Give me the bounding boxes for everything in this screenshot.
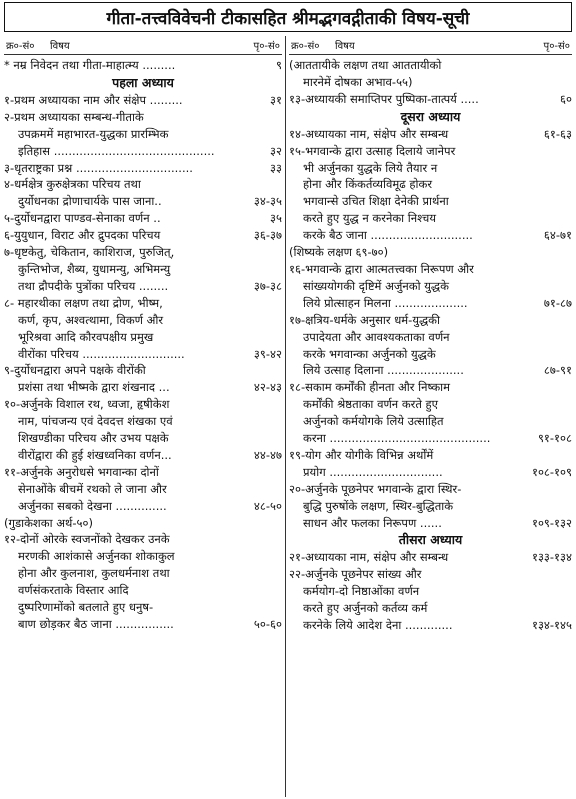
entry-line [4, 227, 282, 244]
entry-text: कर्ण, कृप, अश्वत्थामा, विकर्ण और [18, 312, 164, 327]
entry-text: २-प्रथम अध्यायका सम्बन्ध-गीताके [4, 109, 144, 124]
entry-line [289, 91, 572, 108]
entry-text: शिखण्डीका परिचय और उभय पक्षके [18, 431, 169, 446]
left-column-header [4, 38, 282, 55]
entry-line [289, 498, 572, 515]
entry-page-number: ८७-९१ [543, 363, 572, 378]
entry-line [4, 261, 282, 278]
entry-text: ७-धृष्टकेतु, चेकितान, काशिराज, पुरुजित्, [4, 245, 175, 260]
entry-text: ५-दुर्योधनद्वारा पाण्डव-सेनाका वर्णन .. [4, 211, 161, 226]
entry-text: मारनेमें दोषका अभाव-५५) [303, 74, 413, 89]
column-divider [285, 36, 286, 797]
entry-line [289, 600, 572, 617]
entry-line [289, 362, 572, 379]
entry-line [4, 498, 282, 515]
entry-line [4, 176, 282, 193]
entry-line [289, 227, 572, 244]
header-num: क्र०-सं० [6, 41, 35, 52]
entry-text: १-प्रथम अध्यायका नाम और संक्षेप ......... [4, 92, 183, 107]
entry-line [289, 57, 572, 74]
entry-line [289, 447, 572, 464]
entry-line [289, 566, 572, 583]
entry-line [4, 109, 282, 126]
left-entries [4, 57, 282, 633]
entry-text: कुन्तिभोज, शैब्य, युधामन्यु, अभिमन्यु [18, 261, 171, 276]
entry-line [289, 312, 572, 329]
entry-line [4, 599, 282, 616]
entry-text: वीरोंद्वारा की हुई शंखध्वनिका वर्णन... [18, 447, 172, 462]
entry-line [4, 396, 282, 413]
entry-text: करके भगवान्का अर्जुनको युद्धके [303, 346, 436, 361]
entry-text: नाम, पांचजन्य एवं देवदत्त शंखका एवं [18, 414, 173, 429]
entry-line [289, 430, 572, 447]
chapter-heading: दूसरा अध्याय [400, 108, 461, 124]
entry-page-number: ३४-३५ [253, 194, 282, 209]
chapter-heading: पहला अध्याय [112, 74, 174, 90]
entry-page-number: ६१-६३ [543, 126, 572, 141]
entry-page-number: ९ [276, 58, 282, 72]
entry-text: १४-अध्यायका नाम, संक्षेप और सम्बन्ध [289, 126, 449, 141]
toc-entry [289, 261, 572, 312]
entry-text: होना और किंकर्तव्यविमूढ होकर [303, 177, 433, 192]
entry-line [289, 210, 572, 227]
entry-page-number: ३७-३८ [253, 278, 282, 293]
entry-line [4, 346, 282, 363]
entry-line [4, 160, 282, 177]
entry-text: लिये उत्साह दिलाना ..................... [303, 363, 464, 378]
toc-entry [4, 244, 282, 295]
entry-line [289, 346, 572, 363]
entry-text: प्रयोग ............................... [303, 464, 443, 479]
header-page: पृ०-सं० [253, 41, 280, 52]
entry-line [4, 464, 282, 481]
entry-text: सांख्ययोगकी दृष्टिमें अर्जुनको युद्धके [303, 278, 449, 293]
entry-text: प्रशंसा तथा भीष्मके द्वारा शंखनाद ... [18, 380, 170, 395]
entry-page-number: ६० [560, 91, 572, 106]
header-subject: विषय [335, 41, 355, 52]
toc-entry [289, 447, 572, 481]
entry-line [289, 481, 572, 498]
entry-text: करके बैठ जाना ............................ [303, 228, 473, 243]
entry-line [4, 278, 282, 295]
entry-text: होना और कुलनाश, कुलधर्मनाश तथा [18, 566, 170, 581]
entry-text: भगवान्से उचित शिक्षा देनेकी प्रार्थना [303, 194, 449, 209]
entry-text: करते हुए अर्जुनको कर्तव्य कर्म [303, 601, 428, 616]
entry-text: (गुडाकेशका अर्थ-५०) [4, 515, 93, 530]
entry-text: कर्मोंकी श्रेष्ठताका वर्णन करते हुए [303, 397, 439, 412]
entry-text: १९-योग और योगीके विभिन्न अर्थोंमें [289, 447, 434, 462]
entry-page-number: ४४-४७ [253, 447, 282, 462]
entry-text: बाण छोड़कर बैठ जाना ................ [18, 617, 174, 631]
entry-text: २१-अध्यायका नाम, संक्षेप और सम्बन्ध [289, 550, 449, 565]
entry-page-number: ३६-३७ [253, 228, 282, 243]
entry-page-number: ५०-६० [253, 617, 282, 631]
entry-page-number: ३३ [270, 160, 282, 175]
entry-line [289, 261, 572, 278]
entry-page-number: ३५ [270, 211, 282, 226]
header-subject: विषय [50, 41, 70, 52]
entry-line [4, 413, 282, 430]
entry-page-number: १३४-१४५ [531, 618, 572, 633]
toc-entry [4, 396, 282, 464]
entry-text: १५-भगवान्के द्वारा उत्साह दिलाये जानेपर [289, 143, 456, 158]
entry-line [289, 396, 572, 413]
toc-entry [289, 379, 572, 447]
left-column [4, 38, 282, 797]
entry-line [289, 549, 572, 566]
entry-text: मरणकी आशंकासे अर्जुनका शोकाकुल [18, 549, 175, 564]
toc-entry [4, 227, 282, 244]
toc-entry [289, 566, 572, 634]
entry-text: (शिष्यके लक्षण ६९-७०) [289, 245, 389, 260]
entry-text: (आततायीके लक्षण तथा आततायीको [289, 58, 442, 72]
header-page: पृ०-सं० [543, 41, 570, 52]
entry-line [4, 531, 282, 548]
toc-entry [4, 531, 282, 632]
entry-page-number: ४२-४३ [253, 380, 282, 395]
toc-entry [289, 244, 572, 261]
entry-line [4, 57, 282, 74]
entry-line [289, 193, 572, 210]
entry-page-number: ३१ [270, 92, 282, 107]
toc-entry [4, 210, 282, 227]
entry-line [289, 176, 572, 193]
toc-entry [4, 160, 282, 177]
entry-text: तथा द्रौपदीके पुत्रोंका परिचय ........ [18, 278, 169, 293]
entry-line [289, 464, 572, 481]
toc-entry [289, 549, 572, 566]
entry-text: ३-धृतराष्ट्रका प्रश्न ................................ [4, 160, 193, 175]
entry-text: ११-अर्जुनके अनुरोधसे भगवान्का दोनों [4, 464, 159, 479]
right-column [289, 38, 572, 797]
toc-entry [4, 176, 282, 210]
toc-entry [4, 464, 282, 515]
entry-line [4, 565, 282, 582]
header-num: क्र०-सं० [291, 41, 320, 52]
entry-text: करना ............................................ [303, 431, 491, 446]
entry-text: भूरिश्रवा आदि कौरवपक्षीय प्रमुख [18, 329, 154, 344]
chapter-heading: तीसरा अध्याय [398, 532, 463, 548]
entry-line [4, 312, 282, 329]
entry-text: अर्जुनका सबको देखना .............. [18, 498, 167, 513]
toc-entry [289, 126, 572, 143]
entry-page-number: ४८-५० [253, 498, 282, 513]
toc-entry [4, 295, 282, 363]
entry-line [4, 329, 282, 346]
toc-entry [4, 57, 282, 74]
entry-text: दुष्परिणामोंको बतलाते हुए धनुष- [18, 600, 154, 615]
entry-line [289, 583, 572, 600]
entry-line [4, 616, 282, 633]
entry-line [4, 430, 282, 447]
entry-text: १२-दोनों ओरके स्वजनोंको देखकर उनके [4, 532, 170, 547]
entry-line [4, 515, 282, 532]
entry-text: करनेके लिये आदेश देना ............. [303, 618, 453, 633]
entry-text: साधन और फलका निरूपण ...... [303, 515, 442, 530]
toc-entry [289, 57, 572, 91]
toc-entry [4, 515, 282, 532]
entry-line [289, 278, 572, 295]
entry-page-number: ९१-१०८ [537, 431, 572, 446]
toc-entry [289, 91, 572, 108]
entry-line [4, 210, 282, 227]
entry-line [289, 413, 572, 430]
entry-text: वीरोंका परिचय ............................ [18, 346, 185, 361]
entry-line [4, 126, 282, 143]
entry-line [4, 447, 282, 464]
entry-page-number: ३९-४२ [253, 346, 282, 361]
entry-text: दुर्योधनका द्रोणाचार्यके पास जाना.. [18, 194, 162, 209]
entry-page-number: ३२ [270, 143, 282, 158]
entry-line [4, 295, 282, 312]
toc-entry [289, 143, 572, 244]
entry-line [289, 244, 572, 261]
entry-line [289, 329, 572, 346]
entry-line [4, 92, 282, 109]
toc-entry [289, 481, 572, 532]
entry-text: ६-युयुधान, विराट और द्रुपदका परिचय [4, 228, 161, 243]
entry-page-number: १०८-१०९ [531, 464, 572, 479]
entry-line [4, 244, 282, 261]
entry-text: * नम्र निवेदन तथा गीता-माहात्म्य ......... [4, 58, 176, 72]
toc-entry [4, 109, 282, 160]
entry-text: १३-अध्यायकी समाप्तिपर पुष्पिका-तात्पर्य ..... [289, 91, 479, 106]
entry-line [289, 74, 572, 91]
entry-text: वर्णसंकरताके विस्तार आदि [18, 583, 129, 598]
page-title: गीता-तत्त्वविवेचनी टीकासहित श्रीमद्भगवद्गीताकी विषय-सूची [4, 2, 572, 32]
right-entries [289, 57, 572, 634]
entry-text: ९-दुर्योधनद्वारा अपने पक्षके वीरोंकी [4, 363, 146, 378]
entry-text: उपक्रममें महाभारत-युद्धका प्रारम्भिक [18, 126, 169, 141]
entry-text: सेनाओंके बीचमें रथको ले जाना और [18, 481, 167, 496]
right-column-header [289, 38, 572, 55]
toc-entry [289, 312, 572, 380]
entry-line [4, 481, 282, 498]
entry-text: ८- महारथीका लक्षण तथा द्रोण, भीष्म, [4, 295, 163, 310]
entry-text: १०-अर्जुनके विशाल रथ, ध्वजा, हृषीकेश [4, 397, 170, 412]
entry-line [289, 143, 572, 160]
entry-line [4, 143, 282, 160]
entry-line [289, 126, 572, 143]
entry-line [289, 617, 572, 634]
entry-text: अर्जुनको कर्मयोगके लिये उत्साहित [303, 414, 444, 429]
entry-text: १६-भगवान्के द्वारा आत्मतत्त्वका निरूपण और [289, 261, 474, 276]
entry-line [4, 193, 282, 210]
entry-line [4, 582, 282, 599]
entry-text: कर्मयोग-दो निष्ठाओंका वर्णन [303, 584, 420, 599]
entry-text: इतिहास ............................................ [18, 143, 215, 158]
entry-line [289, 379, 572, 396]
entry-text: लिये प्रोत्साहन मिलना .................... [303, 295, 468, 310]
entry-text: उपादेयता और आवश्यकताका वर्णन [303, 329, 450, 344]
entry-text: करते हुए युद्ध न करनेका निश्चय [303, 211, 437, 226]
entry-page-number: ७१-८७ [543, 295, 572, 310]
entry-page-number: १०९-१३२ [531, 515, 572, 530]
entry-text: १७-क्षत्रिय-धर्मके अनुसार धर्म-युद्धकी [289, 312, 440, 327]
entry-line [4, 548, 282, 565]
entry-page-number: १३३-१३४ [531, 550, 572, 565]
entry-text: भी अर्जुनका युद्धके लिये तैयार न [303, 160, 438, 175]
entry-line [289, 515, 572, 532]
entry-line [289, 295, 572, 312]
entry-page-number: ६४-७१ [543, 228, 572, 243]
entry-text: ४-धर्मक्षेत्र कुरुक्षेत्रका परिचय तथा [4, 177, 141, 192]
entry-line [4, 379, 282, 396]
entry-text: बुद्धि पुरुषोंके लक्षण, स्थिर-बुद्धिताके [303, 498, 454, 513]
entry-text: २२-अर्जुनके पूछनेपर सांख्य और [289, 567, 422, 582]
entry-line [289, 160, 572, 177]
entry-text: २०-अर्जुनके पूछनेपर भगवान्के द्वारा स्थिर- [289, 481, 462, 496]
toc-entry [4, 92, 282, 109]
toc-entry [4, 362, 282, 396]
entry-text: १८-सकाम कर्मोंकी हीनता और निष्काम [289, 380, 451, 395]
entry-line [4, 362, 282, 379]
